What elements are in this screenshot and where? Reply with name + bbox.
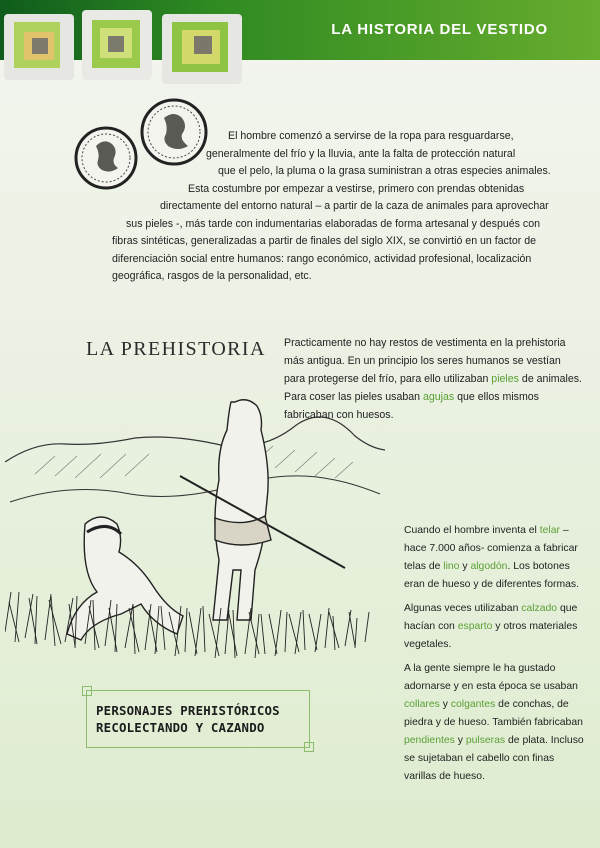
intro-line: generalmente del frío y la lluvia, ante la falta de protección natural: [206, 147, 516, 160]
intro-line: Esta costumbre por empezar a vestirse, primero con prendas obtenidas: [188, 182, 525, 195]
tile-3: [162, 14, 242, 84]
text-segment: que ellos mismos fabricaban con huesos.: [284, 391, 539, 421]
intro-line: geográfica, rasgos de la personalidad, etc.: [112, 270, 312, 282]
intro-line: sus pieles -, más tarde con indumentarias elaboradas de forma artesanal y después con: [126, 217, 540, 230]
text-segment: de animales. Para coser las pieles usaban: [284, 373, 582, 403]
text-segment: A la gente siempre le ha gustado adornarse y en esta época se usaban: [404, 663, 578, 692]
page-title: LA HISTORIA DEL VESTIDO: [331, 21, 548, 38]
text-segment: que hacían con: [404, 603, 578, 632]
text-segment: de conchas, de piedra y de hueso. También fabricaban: [404, 699, 583, 728]
intro-paragraph: [100, 128, 551, 286]
text-segment: y: [454, 735, 466, 746]
intro-line: El hombre comenzó a servirse de la ropa para resguardarse,: [228, 130, 514, 142]
text-segment: de plata. Incluso se sujetaban el cabello con finas varillas de hueso.: [404, 735, 584, 782]
keyword-algodon: algodón: [470, 561, 508, 572]
paragraph-adornos: [404, 660, 584, 786]
keyword-agujas: agujas: [422, 391, 455, 403]
paragraph-calzado: [404, 600, 584, 654]
text-segment: Cuando el hombre inventa el: [404, 525, 540, 536]
caption-line: PERSONAJES PREHISTÓRICOS: [96, 703, 280, 718]
keyword-calzado: calzado: [521, 603, 558, 614]
paragraph-telar: [404, 522, 584, 594]
gatherer-figure: [67, 517, 183, 640]
hatching: [35, 446, 353, 478]
text-segment: y otros materiales vegetales.: [404, 621, 578, 650]
intro-line: directamente del entorno natural – a partir de la caza de animales para aprovechar: [160, 200, 549, 212]
prehistoric-scene-illustration: [5, 392, 385, 682]
intro-line: que el pelo, la pluma o la grasa suministran a otras especies animales.: [218, 165, 551, 177]
text-segment: Algunas veces utilizaban: [404, 603, 522, 614]
keyword-pendientes: pendientes: [404, 735, 455, 746]
keyword-pieles: pieles: [491, 373, 519, 385]
text-segment: y: [439, 699, 451, 710]
illustration-caption: [96, 702, 306, 736]
keyword-esparto: esparto: [457, 621, 493, 632]
hunter-figure: [180, 400, 345, 620]
text-segment: –hace 7.000 años- comienza a fabricar telas de: [404, 525, 578, 572]
text-segment: . Los botones eran de hueso y de diferentes formas.: [404, 561, 580, 590]
grass: [5, 592, 369, 658]
mountains: [5, 417, 385, 502]
intro-line: diferenciación social entre humanos: rango económico, actividad profesional, localización: [112, 252, 532, 265]
keyword-lino: lino: [443, 561, 460, 572]
caption-line: RECOLECTANDO Y CAZANDO: [96, 720, 265, 735]
text-segment: Practicamente no hay restos de vestimenta en la prehistoria más antigua. En un principio los seres humanos se vestían para protegerse del frío, para ello utilizaban: [284, 337, 566, 385]
decorative-tiles: [0, 0, 260, 90]
tile-1: [4, 14, 74, 80]
keyword-colgantes: colgantes: [450, 699, 496, 710]
tile-2: [82, 10, 152, 80]
section-title: LA PREHISTORIA: [86, 338, 266, 360]
keyword-telar: telar: [539, 525, 560, 536]
keyword-pulseras: pulseras: [465, 735, 506, 746]
intro-line: fibras sintéticas, generalizadas a partir de finales del siglo XIX, se convirtió en un factor de: [112, 235, 536, 247]
right-column-text: [404, 522, 584, 792]
keyword-collares: collares: [404, 699, 440, 710]
text-segment: y: [459, 561, 471, 572]
